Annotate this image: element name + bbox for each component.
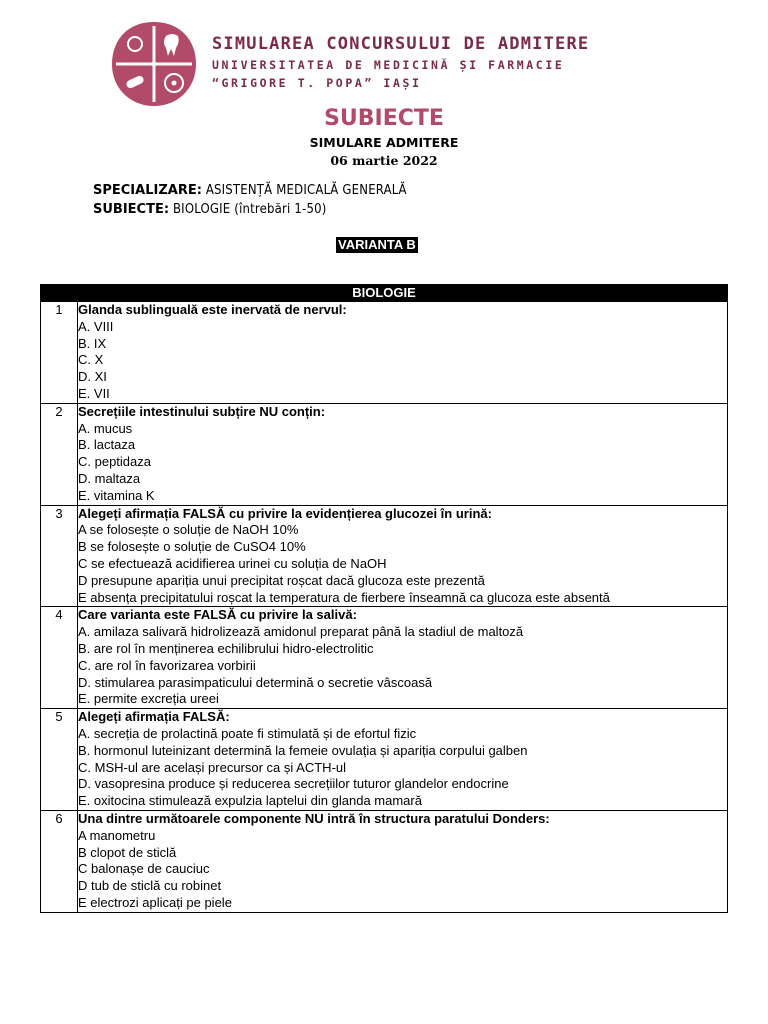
header-university-name: “GRIGORE T. POPA” IAȘI: [212, 76, 422, 90]
question-text: Alegeți afirmația FALSĂ:: [78, 709, 230, 725]
question-row: [41, 403, 728, 505]
question-row: [41, 709, 728, 811]
answer-option: B. lactaza: [78, 437, 136, 453]
header-title: SIMULAREA CONCURSULUI DE ADMITERE: [212, 34, 590, 54]
specializare-line: [93, 183, 407, 198]
answer-option: E. vitamina K: [78, 487, 155, 503]
answer-option: D. XI: [78, 369, 107, 385]
answer-option: E absența precipitatului roșcat la temperatura de fierbere înseamnă ca glucoza este absentă: [78, 589, 610, 605]
answer-option: A. amilaza salivară hidrolizează amidonul preparat până la stadiul de maltoză: [78, 624, 524, 640]
question-body: [78, 505, 728, 607]
specializare-label: SPECIALIZARE:: [93, 183, 202, 198]
answer-option: B. hormonul luteinizant determină la femeie ovulația și apariția corpului galben: [78, 742, 528, 758]
answer-option: B se folosește o soluție de CuSO4 10%: [78, 539, 306, 555]
document-header: [108, 20, 708, 110]
question-number: 1: [41, 302, 78, 404]
answer-option: C. are rol în favorizarea vorbirii: [78, 657, 256, 673]
question-number: 2: [41, 403, 78, 505]
answer-option: D. maltaza: [78, 470, 141, 486]
header-university: UNIVERSITATEA DE MEDICINĂ ȘI FARMACIE: [212, 58, 565, 72]
question-text: Alegeți afirmația FALSĂ cu privire la evidențierea glucozei în urină:: [78, 505, 492, 521]
answer-option: C. X: [78, 352, 104, 368]
subiecte-line: [93, 202, 327, 217]
answer-option: E. oxitocina stimulează expulzia laptelui din glanda mamară: [78, 793, 422, 809]
question-number: 6: [41, 810, 78, 912]
subiecte-label: SUBIECTE:: [93, 202, 170, 217]
answer-option: D presupune apariția unui precipitat roșcat dacă glucoza este prezentă: [78, 572, 485, 588]
answer-option: A se folosește o soluție de NaOH 10%: [78, 522, 299, 538]
page-title: SUBIECTE: [324, 106, 444, 131]
question-body: [78, 403, 728, 505]
answer-option: A. secreția de prolactină poate fi stimulată și de efortul fizic: [78, 725, 417, 741]
question-body: [78, 709, 728, 811]
answer-option: C se efectuează acidifierea urinei cu soluția de NaOH: [78, 555, 387, 571]
question-number: 3: [41, 505, 78, 607]
answer-option: D. stimularea parasimpaticului determină o secretie vâscoasă: [78, 674, 433, 690]
answer-option: B. IX: [78, 335, 107, 351]
subiecte-value: BIOLOGIE (întrebări 1-50): [169, 202, 327, 217]
answer-option: D tub de sticlă cu robinet: [78, 878, 222, 894]
answer-option: A. mucus: [78, 420, 133, 436]
specializare-value: ASISTENȚĂ MEDICALĂ GENERALĂ: [201, 183, 407, 198]
question-body: [78, 607, 728, 709]
answer-option: E. VII: [78, 385, 110, 401]
answer-option: E electrozi aplicați pe piele: [78, 894, 232, 910]
question-text: Secrețiile intestinului subțire NU conțin:: [78, 403, 326, 419]
question-number: 5: [41, 709, 78, 811]
answer-option: C. peptidaza: [78, 454, 151, 470]
answer-option: D. vasopresina produce și reducerea secrețiilor tuturor glandelor endocrine: [78, 776, 509, 792]
answer-option: C balonașe de cauciuc: [78, 861, 210, 877]
answer-option: A manometru: [78, 827, 156, 843]
questions-body: [41, 302, 728, 913]
question-row: [41, 505, 728, 607]
question-row: [41, 607, 728, 709]
answer-option: E. permite excreția ureei: [78, 691, 219, 707]
page-subtitle: SIMULARE ADMITERE: [309, 135, 459, 150]
question-row: [41, 302, 728, 404]
question-body: [78, 302, 728, 404]
exam-date: 06 martie 2022: [330, 153, 438, 168]
university-logo-icon: [108, 20, 200, 108]
question-body: [78, 810, 728, 912]
table-header: BIOLOGIE: [41, 285, 728, 302]
answer-option: B. are rol în menținerea echilibrului hidro-electrolitic: [78, 640, 374, 656]
question-row: [41, 810, 728, 912]
variant-badge: VARIANTA B: [338, 237, 416, 252]
question-text: Glanda sublinguală este inervată de nervul:: [78, 302, 347, 317]
answer-option: A. VIII: [78, 318, 114, 334]
question-number: 4: [41, 607, 78, 709]
answer-option: B clopot de sticlă: [78, 844, 177, 860]
answer-option: C. MSH-ul are același precursor ca și ACTH-ul: [78, 759, 347, 775]
question-text: Care varianta este FALSĂ cu privire la salivă:: [78, 607, 357, 623]
questions-table: [40, 284, 728, 913]
question-text: Una dintre următoarele componente NU intră în structura paratului Donders:: [78, 810, 550, 826]
